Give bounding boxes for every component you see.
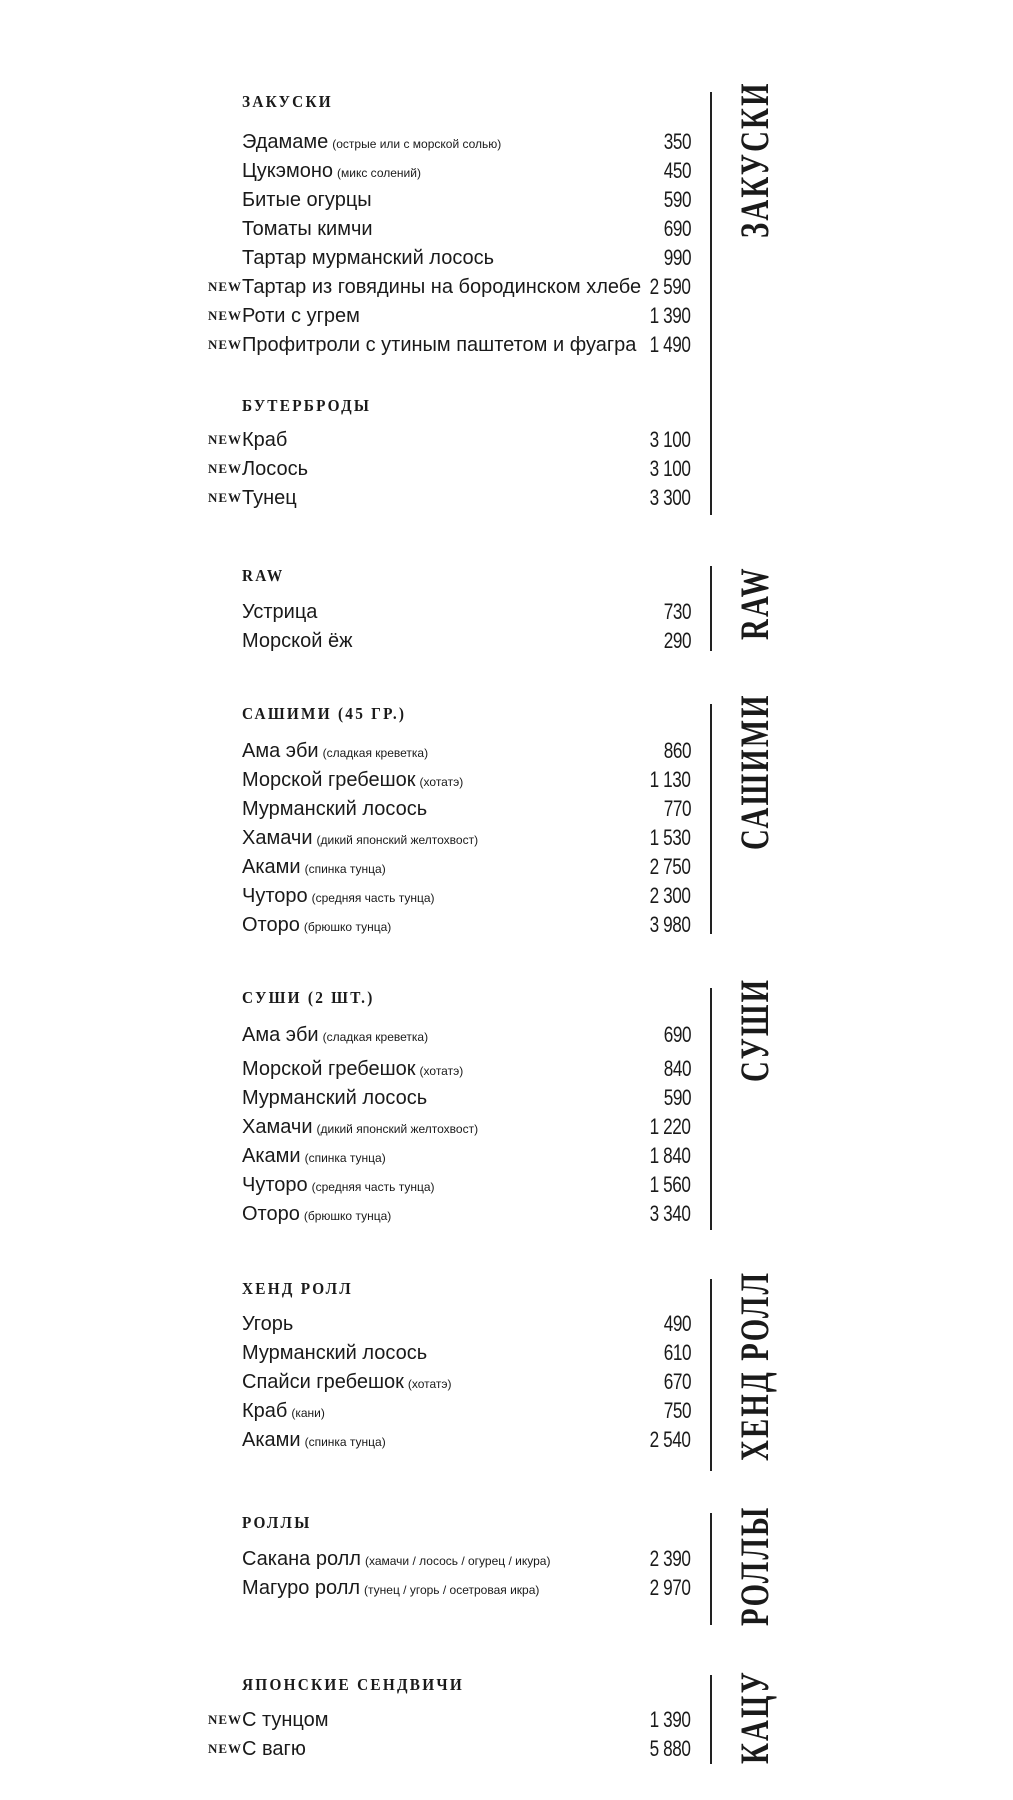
item-name	[242, 1171, 435, 1201]
side-title-sushi: СУШИ	[732, 977, 777, 1082]
item-price: 2 300	[650, 883, 691, 908]
item-name	[242, 627, 352, 655]
item-price: 2 750	[650, 854, 691, 879]
item-name	[242, 244, 494, 272]
item-name	[242, 302, 360, 330]
item-note: (дикий японский желтохвост)	[316, 1122, 479, 1136]
item-title: Оторо	[242, 1203, 300, 1225]
item-note: (спинка тунца)	[304, 1435, 386, 1449]
item-price: 840	[663, 1056, 691, 1081]
section-heading-hand-roll: ХЕНД РОЛЛ	[242, 1279, 353, 1298]
item-name	[242, 1735, 306, 1763]
item-title: Оторо	[242, 914, 300, 936]
item-price: 1 220	[650, 1114, 691, 1139]
menu-item	[0, 244, 1013, 272]
item-name	[242, 215, 373, 243]
section-heading-sandwiches: ЯПОНСКИЕ СЕНДВИЧИ	[242, 1675, 465, 1694]
new-badge: NEW	[208, 432, 243, 447]
menu-item	[0, 1735, 1013, 1763]
item-price: 3 340	[650, 1201, 691, 1226]
item-name	[242, 737, 428, 767]
item-price: 2 590	[650, 274, 691, 299]
item-price: 1 490	[650, 332, 691, 357]
item-price: 290	[663, 628, 691, 653]
item-title: Аками	[242, 1429, 301, 1451]
item-title: Сакана ролл	[242, 1548, 361, 1570]
item-title: Угорь	[242, 1313, 294, 1335]
item-note: (средняя часть тунца)	[311, 1180, 435, 1194]
menu-item	[0, 1084, 1013, 1112]
item-title: Спайси гребешок	[242, 1371, 404, 1393]
item-name	[242, 273, 641, 301]
item-name	[242, 1426, 386, 1456]
item-price: 450	[663, 158, 691, 183]
item-note: (сладкая креветка)	[322, 746, 429, 760]
item-price: 1 560	[650, 1172, 691, 1197]
item-price: 1 840	[650, 1143, 691, 1168]
item-name	[242, 766, 463, 796]
menu-item	[0, 1021, 1013, 1049]
menu-item	[0, 824, 1013, 852]
menu-item	[0, 302, 1013, 330]
item-title: Морской гребешок	[242, 769, 416, 791]
side-title-zakuski: ЗАКУСКИ	[732, 81, 777, 238]
section-heading-buterbrody: БУТЕРБРОДЫ	[242, 396, 372, 415]
item-title: Тартар из говядины на бородинском хлебе	[242, 276, 642, 298]
item-note: (спинка тунца)	[304, 1151, 386, 1165]
item-title: Цукэмоно	[242, 160, 334, 182]
item-name	[242, 882, 435, 912]
item-price: 670	[663, 1369, 691, 1394]
item-price: 750	[663, 1398, 691, 1423]
item-title: Морской гребешок	[242, 1058, 416, 1080]
item-price: 5 880	[650, 1736, 691, 1761]
menu-item	[0, 157, 1013, 185]
new-badge: NEW	[208, 308, 243, 323]
menu-item	[0, 186, 1013, 214]
item-price: 860	[663, 738, 691, 763]
menu-item	[0, 1545, 1013, 1573]
item-title: Мурманский лосось	[242, 1087, 428, 1109]
side-title-katsu: КАЦУ	[732, 1670, 777, 1764]
menu-item	[0, 911, 1013, 939]
item-note: (спинка тунца)	[304, 862, 386, 876]
item-title: Хамачи	[242, 827, 313, 849]
item-price: 690	[663, 216, 691, 241]
item-title: С тунцом	[242, 1709, 329, 1731]
new-badge: NEW	[208, 1741, 243, 1756]
side-title-rolly: РОЛЛЫ	[732, 1505, 777, 1626]
menu-item	[0, 1426, 1013, 1454]
item-name	[242, 853, 386, 883]
item-title: С вагю	[242, 1738, 306, 1760]
menu-item	[0, 795, 1013, 823]
item-name	[242, 128, 501, 158]
menu-item	[0, 273, 1013, 301]
item-title: Тунец	[242, 487, 297, 509]
menu-item	[0, 1171, 1013, 1199]
item-price: 2 390	[650, 1546, 691, 1571]
item-title: Краб	[242, 429, 288, 451]
new-badge: NEW	[208, 337, 243, 352]
item-title: Мурманский лосось	[242, 1342, 428, 1364]
item-title: Битые огурцы	[242, 189, 372, 211]
item-name	[242, 484, 297, 512]
item-title: Морской ёж	[242, 630, 353, 652]
item-price: 770	[663, 796, 691, 821]
item-note: (кани)	[291, 1406, 325, 1420]
new-badge: NEW	[208, 1712, 243, 1727]
item-note: (брюшко тунца)	[303, 920, 392, 934]
divider-rolly	[710, 1513, 712, 1625]
item-name	[242, 1200, 391, 1230]
item-note: (хотатэ)	[419, 775, 464, 789]
item-name	[242, 911, 391, 941]
item-name	[242, 157, 421, 187]
divider-raw	[710, 566, 712, 651]
item-name	[242, 331, 636, 359]
section-heading-zakuski: ЗАКУСКИ	[242, 92, 333, 111]
item-price: 590	[663, 187, 691, 212]
menu-item	[0, 1200, 1013, 1228]
item-title: Эдамаме	[242, 131, 329, 153]
item-title: Ама эби	[242, 740, 319, 762]
divider-hand-roll	[710, 1279, 712, 1471]
item-price: 1 390	[650, 303, 691, 328]
menu-item	[0, 1310, 1013, 1338]
menu-item	[0, 853, 1013, 881]
item-name	[242, 1706, 329, 1734]
menu-item	[0, 766, 1013, 794]
item-name	[242, 1339, 427, 1367]
item-note: (тунец / угорь / осетровая икра)	[364, 1583, 540, 1597]
divider-sashimi	[710, 704, 712, 934]
item-title: Тартар мурманский лосось	[242, 247, 495, 269]
item-title: Магуро ролл	[242, 1577, 361, 1599]
menu-item	[0, 1706, 1013, 1734]
new-badge: NEW	[208, 279, 243, 294]
item-title: Краб	[242, 1400, 288, 1422]
item-name	[242, 455, 308, 483]
item-price: 1 530	[650, 825, 691, 850]
item-price: 3 100	[650, 427, 691, 452]
item-name	[242, 1310, 293, 1338]
item-name	[242, 1021, 428, 1051]
item-note: (хотатэ)	[407, 1377, 452, 1391]
section-heading-sushi: СУШИ (2 ШТ.)	[242, 988, 375, 1007]
item-price: 2 970	[650, 1575, 691, 1600]
side-title-sashimi: САШИМИ	[732, 693, 777, 850]
item-title: Чуторо	[242, 1174, 308, 1196]
item-note: (острые или с морской солью)	[332, 137, 502, 151]
menu-item	[0, 1055, 1013, 1083]
item-title: Устрица	[242, 601, 318, 623]
item-title: Профитроли с утиным паштетом и фуагра	[242, 334, 637, 356]
item-title: Хамачи	[242, 1116, 313, 1138]
menu-item	[0, 1142, 1013, 1170]
menu-item	[0, 1339, 1013, 1367]
item-title: Мурманский лосось	[242, 798, 428, 820]
item-price: 690	[663, 1022, 691, 1047]
item-price: 990	[663, 245, 691, 270]
item-name	[242, 1574, 539, 1604]
item-note: (средняя часть тунца)	[311, 891, 435, 905]
item-price: 350	[663, 129, 691, 154]
menu-item	[0, 1397, 1013, 1425]
item-title: Аками	[242, 1145, 301, 1167]
item-name	[242, 1113, 478, 1143]
menu-item	[0, 1574, 1013, 1602]
side-title-hand-roll: ХЕНД РОЛЛ	[732, 1270, 777, 1461]
item-note: (брюшко тунца)	[303, 1209, 392, 1223]
item-title: Лосось	[242, 458, 309, 480]
item-name	[242, 824, 478, 854]
divider-sushi	[710, 988, 712, 1230]
section-heading-rolly: РОЛЛЫ	[242, 1513, 312, 1532]
item-name	[242, 1055, 463, 1085]
item-name	[242, 1545, 550, 1575]
item-price: 490	[663, 1311, 691, 1336]
side-title-raw: RAW	[732, 566, 777, 640]
item-note: (хотатэ)	[419, 1064, 464, 1078]
section-heading-sashimi: САШИМИ (45 ГР.)	[242, 704, 407, 723]
item-price: 3 300	[650, 485, 691, 510]
item-name	[242, 795, 427, 823]
item-note: (сладкая креветка)	[322, 1030, 429, 1044]
menu-item	[0, 455, 1013, 483]
item-name	[242, 1084, 427, 1112]
menu-item	[0, 1113, 1013, 1141]
item-price: 610	[663, 1340, 691, 1365]
menu-item	[0, 598, 1013, 626]
menu-item	[0, 426, 1013, 454]
item-price: 3 100	[650, 456, 691, 481]
item-price: 1 130	[650, 767, 691, 792]
item-title: Томаты кимчи	[242, 218, 373, 240]
divider-sandwiches	[710, 1675, 712, 1764]
item-price: 590	[663, 1085, 691, 1110]
menu-item	[0, 215, 1013, 243]
item-price: 730	[663, 599, 691, 624]
item-note: (хамачи / лосось / огурец / икура)	[364, 1554, 551, 1568]
item-title: Аками	[242, 856, 301, 878]
menu-item	[0, 627, 1013, 655]
item-title: Роти с угрем	[242, 305, 360, 327]
item-price: 1 390	[650, 1707, 691, 1732]
section-heading-raw: RAW	[242, 566, 285, 585]
menu-item	[0, 882, 1013, 910]
new-badge: NEW	[208, 461, 243, 476]
item-title: Ама эби	[242, 1024, 319, 1046]
item-note: (дикий японский желтохвост)	[316, 833, 479, 847]
item-name	[242, 1397, 325, 1427]
item-price: 3 980	[650, 912, 691, 937]
item-name	[242, 1142, 386, 1172]
item-note: (микс солений)	[337, 166, 421, 180]
menu-item	[0, 331, 1013, 359]
menu-item	[0, 737, 1013, 765]
new-badge: NEW	[208, 490, 243, 505]
menu-item	[0, 1368, 1013, 1396]
item-name	[242, 426, 287, 454]
divider-zakuski	[710, 92, 712, 515]
menu-item	[0, 128, 1013, 156]
item-name	[242, 186, 372, 214]
menu-item	[0, 484, 1013, 512]
item-title: Чуторо	[242, 885, 308, 907]
item-price: 2 540	[650, 1427, 691, 1452]
item-name	[242, 598, 317, 626]
item-name	[242, 1368, 452, 1398]
